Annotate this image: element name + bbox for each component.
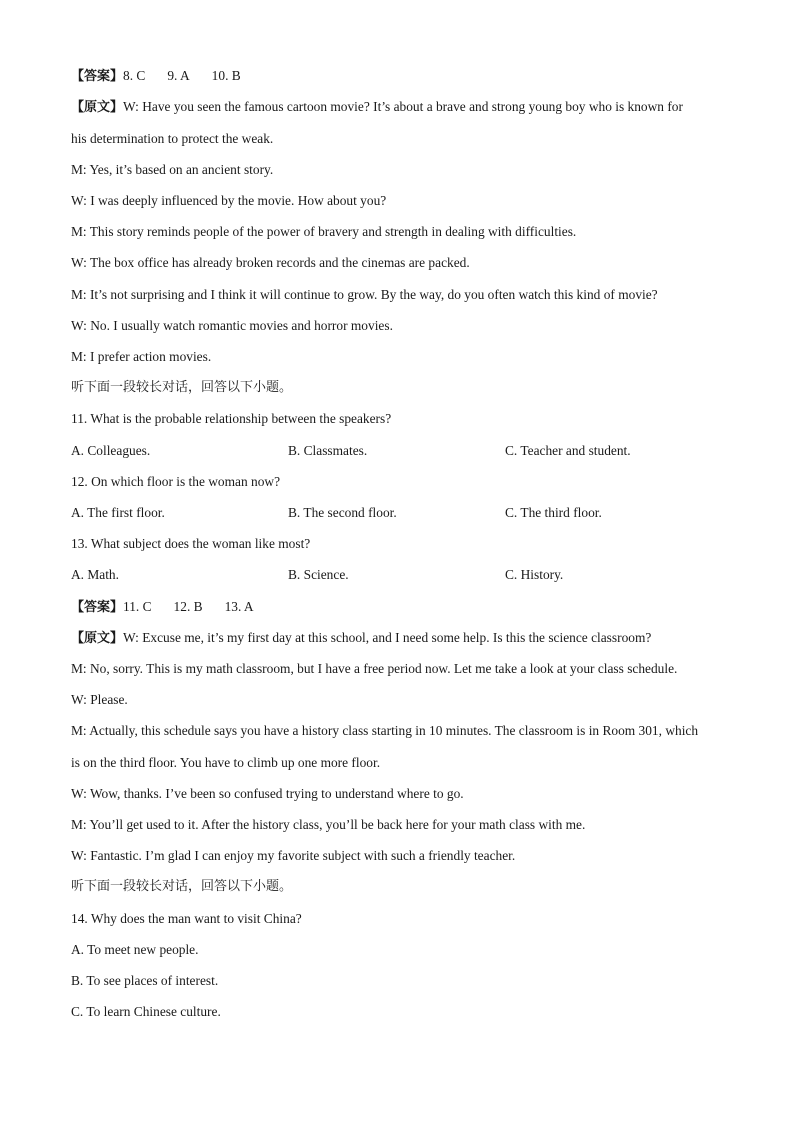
script-label: 【原文】 [71, 631, 124, 646]
answer-label: 【答案】 [71, 69, 124, 84]
transcript-line: W: Wow, thanks. I’ve been so confused trying to understand where to go. [71, 786, 464, 801]
transcript-line: M: Yes, it’s based on an ancient story. [71, 162, 274, 177]
answer-item: 11. C [123, 599, 152, 614]
answer-line-1 [71, 67, 241, 86]
transcript-line: W: Fantastic. I’m glad I can enjoy my favorite subject with such a friendly teacher. [71, 848, 516, 863]
option-b: B. To see places of interest. [71, 973, 219, 988]
transcript-line: M: Actually, this schedule says you have a history class starting in 10 minutes. The classroom is in Room 301, which [71, 723, 699, 738]
option-c: C. Teacher and student. [505, 443, 631, 458]
option-a: A. Colleagues. [71, 443, 151, 458]
answer-item: 12. B [173, 599, 203, 614]
transcript-line: M: I prefer action movies. [71, 349, 212, 364]
option-b: B. Science. [288, 567, 349, 582]
transcript-line: M: No, sorry. This is my math classroom, but I have a free period now. Let me take a look at your class schedule. [71, 661, 678, 676]
question-stem: 11. What is the probable relationship between the speakers? [71, 411, 392, 426]
option-b: B. Classmates. [288, 443, 368, 458]
answer-item: 8. C [123, 68, 146, 83]
transcript-line: W: The box office has already broken records and the cinemas are packed. [71, 255, 470, 270]
section-instruction: 听下面一段较长对话，回答以下小题。 [71, 879, 293, 894]
transcript-line: W: I was deeply influenced by the movie. How about you? [71, 193, 387, 208]
option-c: C. The third floor. [505, 505, 602, 520]
transcript-line: M: This story reminds people of the power of bravery and strength in dealing with difficulties. [71, 224, 577, 239]
answer-label: 【答案】 [71, 600, 124, 615]
transcript-line [71, 629, 651, 648]
answer-line-2 [71, 598, 254, 617]
answer-item: 9. A [167, 68, 190, 83]
option-b: B. The second floor. [288, 505, 397, 520]
section-instruction: 听下面一段较长对话，回答以下小题。 [71, 380, 293, 395]
question-stem: 13. What subject does the woman like most? [71, 536, 311, 551]
transcript-line: W: Please. [71, 692, 128, 707]
transcript-line: is on the third floor. You have to climb up one more floor. [71, 755, 381, 770]
option-a: A. Math. [71, 567, 119, 582]
option-c: C. To learn Chinese culture. [71, 1004, 221, 1019]
option-a: A. To meet new people. [71, 942, 199, 957]
transcript-line: W: No. I usually watch romantic movies and horror movies. [71, 318, 393, 333]
transcript-line: M: You’ll get used to it. After the history class, you’ll be back here for your math class with me. [71, 817, 586, 832]
transcript-text: W: Have you seen the famous cartoon movie? It’s about a brave and strong young boy who is known for [123, 99, 683, 114]
transcript-line: his determination to protect the weak. [71, 131, 274, 146]
script-label: 【原文】 [71, 100, 124, 115]
transcript-line: M: It’s not surprising and I think it will continue to grow. By the way, do you often watch this kind of movie? [71, 287, 658, 302]
question-stem: 12. On which floor is the woman now? [71, 474, 281, 489]
transcript-text: W: Excuse me, it’s my first day at this school, and I need some help. Is this the science classroom? [123, 630, 652, 645]
question-stem: 14. Why does the man want to visit China? [71, 911, 302, 926]
answer-item: 13. A [224, 599, 254, 614]
answer-item: 10. B [211, 68, 241, 83]
option-a: A. The first floor. [71, 505, 165, 520]
transcript-line [71, 98, 683, 117]
option-c: C. History. [505, 567, 564, 582]
